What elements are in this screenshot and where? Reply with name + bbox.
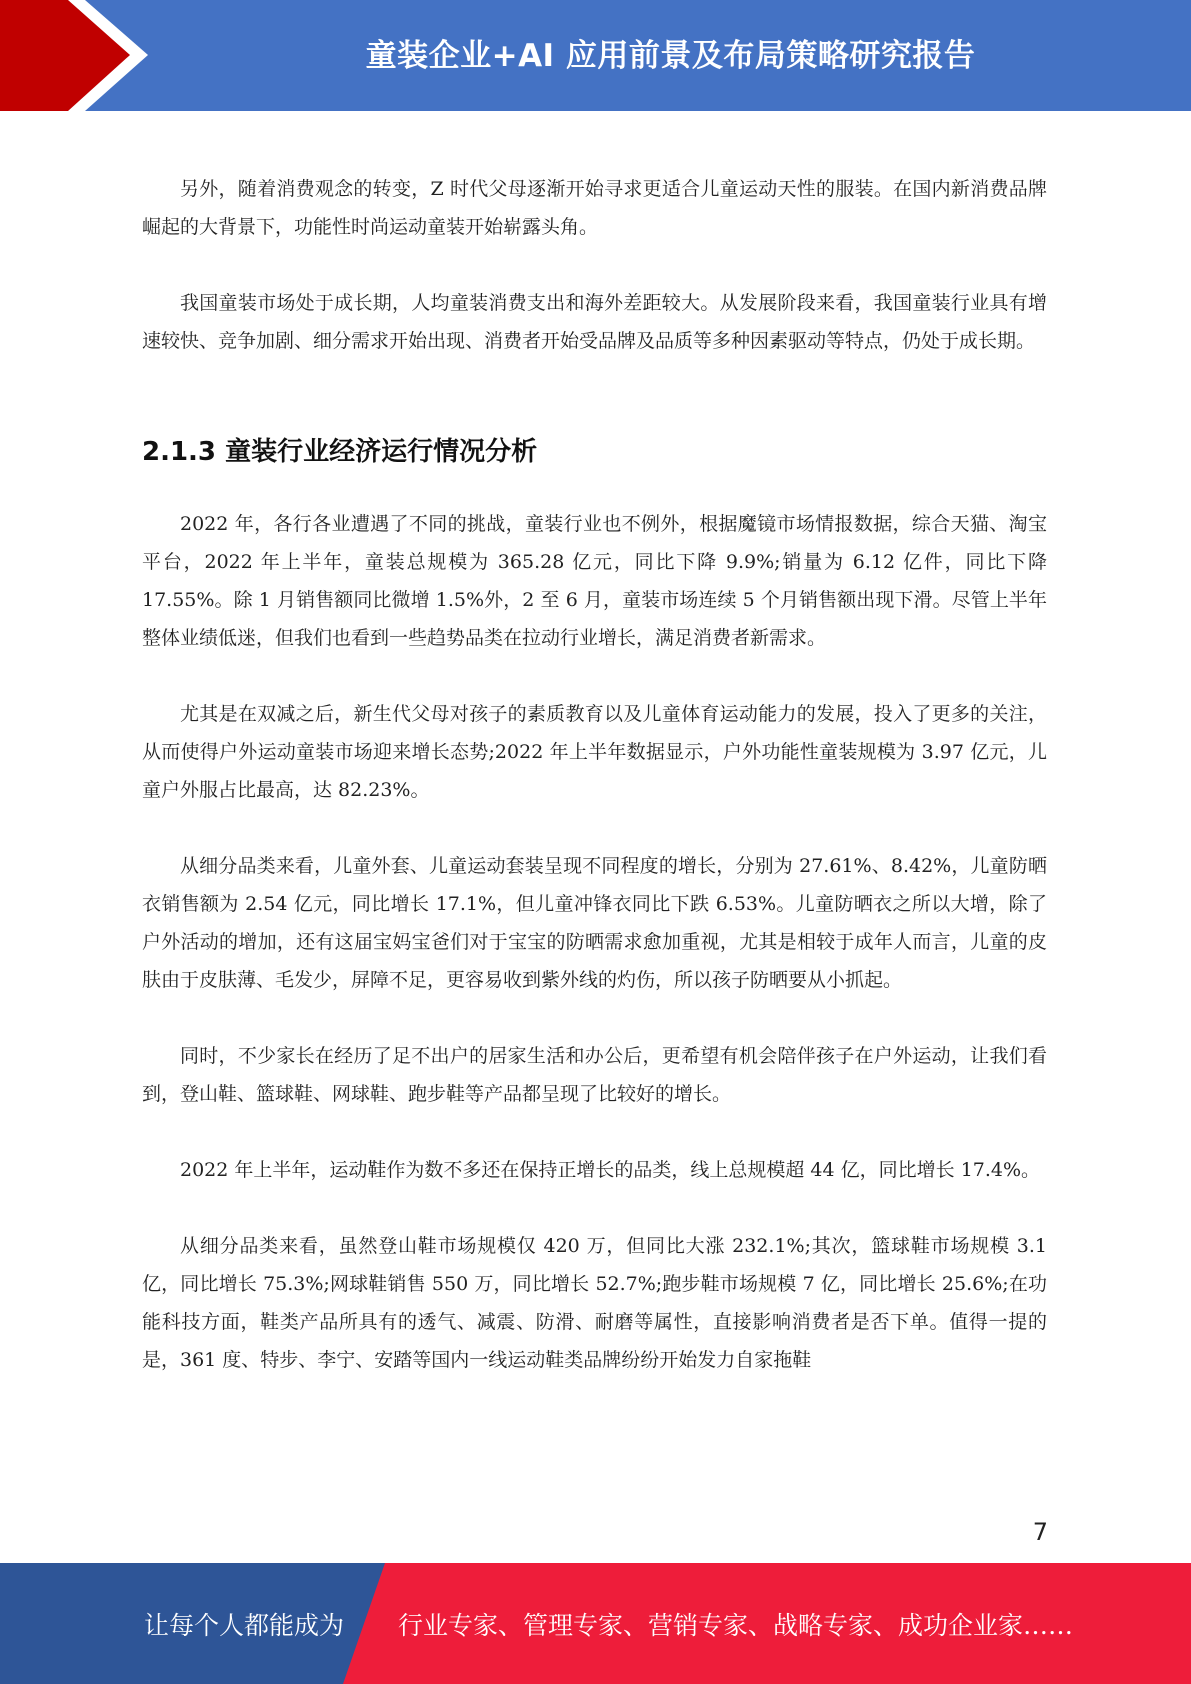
paragraph: 我国童装市场处于成长期，人均童装消费支出和海外差距较大。从发展阶段来看，我国童装行业具有增速较快、竞争加剧、细分需求开始出现、消费者开始受品牌及品质等多种因素驱动等特点，仍处于成长期。 bbox=[142, 292, 1047, 352]
footer-slogan-right: 行业专家、管理专家、营销专家、战略专家、成功企业家…… bbox=[398, 1610, 1074, 1640]
paragraph: 2022 年上半年，运动鞋作为数不多还在保持正增长的品类，线上总规模超 44 亿，同比增长 17.4%。 bbox=[180, 1159, 1041, 1181]
page-number: 7 bbox=[1032, 1518, 1048, 1546]
report-title: 童装企业+AI 应用前景及布局策略研究报告 bbox=[365, 38, 976, 74]
paragraph: 尤其是在双减之后，新生代父母对孩子的素质教育以及儿童体育运动能力的发展，投入了更多的关注，从而使得户外运动童装市场迎来增长态势;2022 年上半年数据显示，户外功能性童装规模为 3.97 亿元，儿童户外服占比最高，达 82.23%。 bbox=[142, 703, 1047, 801]
chevron-arrow-decoration bbox=[0, 0, 160, 111]
page-header bbox=[0, 0, 1191, 111]
paragraph: 2022 年，各行各业遭遇了不同的挑战，童装行业也不例外，根据魔镜市场情报数据，综合天猫、淘宝平台，2022 年上半年，童装总规模为 365.28 亿元，同比下降 9.9%;销量为 6.12 亿件，同比下降 17.55%。除 1 月销售额同比微增 1.5%外，2 至 6 月，童装市场连续 5 个月销售额出现下滑。尽管上半年整体业绩低迷，但我们也看到一些趋势品类在拉动行业增长，满足消费者新需求。 bbox=[142, 513, 1047, 649]
paragraph: 从细分品类来看，儿童外套、儿童运动套装呈现不同程度的增长，分别为 27.61%、8.42%，儿童防晒衣销售额为 2.54 亿元，同比增长 17.1%，但儿童冲锋衣同比下跌 6.53%。儿童防晒衣之所以大增，除了户外活动的增加，还有这届宝妈宝爸们对于宝宝的防晒需求愈加重视，尤其是相较于成年人而言，儿童的皮肤由于皮肤薄、毛发少，屏障不足，更容易收到紫外线的灼伤，所以孩子防晒要从小抓起。 bbox=[142, 855, 1047, 991]
section-heading: 2.1.3 童装行业经济运行情况分析 bbox=[142, 437, 538, 467]
paragraph: 从细分品类来看，虽然登山鞋市场规模仅 420 万，但同比大涨 232.1%;其次，篮球鞋市场规模 3.1 亿，同比增长 75.3%;网球鞋销售 550 万，同比增长 52.7%;跑步鞋市场规模 7 亿，同比增长 25.6%;在功能科技方面，鞋类产品所具有的透气、减震、防滑、耐磨等属性，直接影响消费者是否下单。值得一提的是，361 度、特步、李宁、安踏等国内一线运动鞋类品牌纷纷开始发力自家拖鞋 bbox=[142, 1235, 1047, 1371]
paragraph: 同时，不少家长在经历了足不出户的居家生活和办公后，更希望有机会陪伴孩子在户外运动，让我们看到，登山鞋、篮球鞋、网球鞋、跑步鞋等产品都呈现了比较好的增长。 bbox=[142, 1045, 1047, 1105]
document-body bbox=[142, 170, 1047, 1379]
page-footer bbox=[0, 1563, 1191, 1684]
paragraph: 另外，随着消费观念的转变，Z 时代父母逐渐开始寻求更适合儿童运动天性的服装。在国内新消费品牌崛起的大背景下，功能性时尚运动童装开始崭露头角。 bbox=[142, 178, 1047, 238]
footer-slogan-left: 让每个人都能成为 bbox=[144, 1610, 345, 1640]
